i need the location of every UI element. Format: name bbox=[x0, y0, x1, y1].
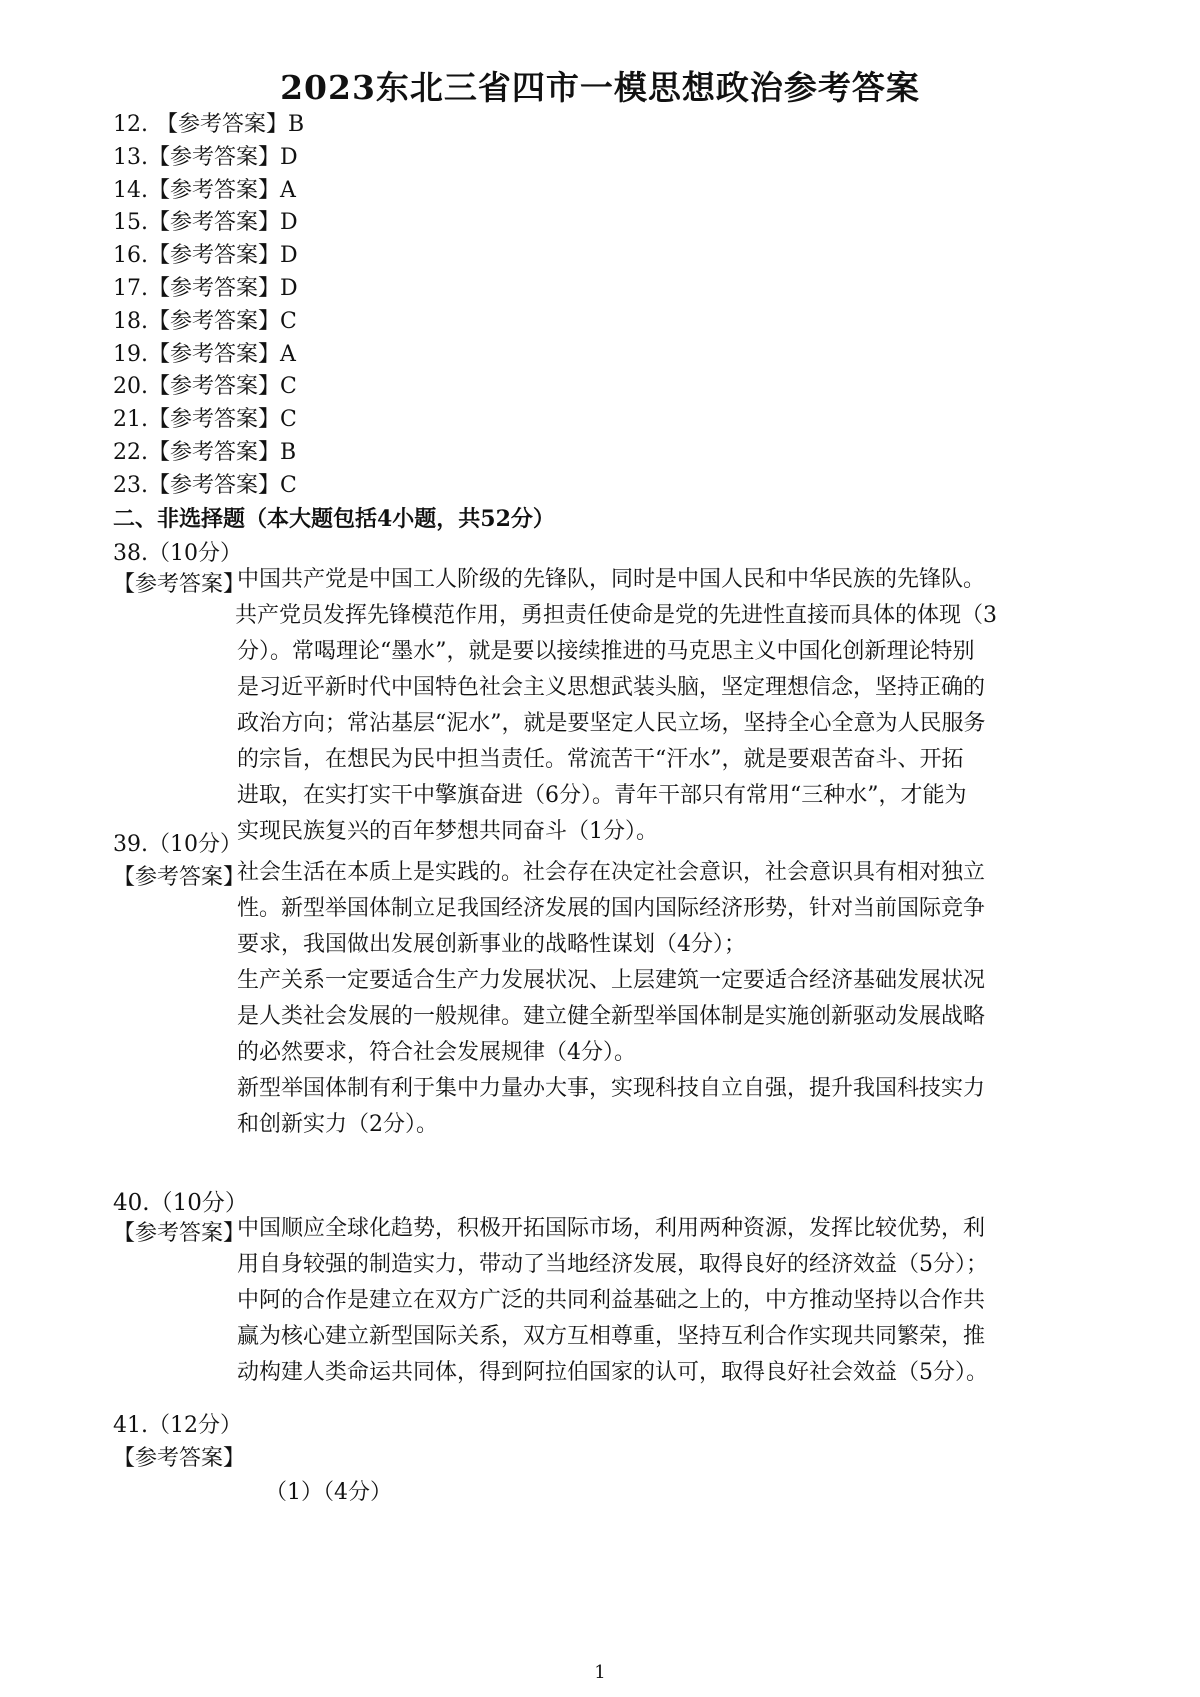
question-39-answer-text bbox=[237, 855, 985, 1143]
answer-line: 性。新型举国体制立足我国经济发展的国内国际经济形势，针对当前国际竞争 bbox=[237, 896, 986, 921]
mc-question-number: 19. bbox=[113, 341, 148, 367]
question-38-heading: 38.（10分） bbox=[113, 541, 242, 566]
answer-line: 和创新实力（2分）。 bbox=[237, 1112, 438, 1137]
mc-question-number: 12. bbox=[113, 112, 148, 137]
mc-answer-letter: D bbox=[280, 276, 298, 301]
page-title: 2023东北三省四市一模思想政治参考答案 bbox=[280, 68, 920, 107]
mc-question-number: 13. bbox=[113, 144, 148, 170]
question-39-answer-label: 【参考答案】 bbox=[113, 865, 246, 890]
answer-line: 政治方向；常沾基层“泥水”，就是要坚定人民立场，坚持全心全意为人民服务 bbox=[237, 711, 986, 736]
mc-answer-label: 【参考答案】 bbox=[148, 243, 281, 269]
question-38-answer-text bbox=[237, 562, 997, 850]
mc-answer-label: 【参考答案】 bbox=[148, 472, 281, 498]
section-heading: 二、非选择题（本大题包括4小题，共52分） bbox=[113, 506, 555, 532]
mc-answer-letter: B bbox=[288, 112, 305, 137]
mc-answer-letter: D bbox=[280, 210, 298, 236]
mc-question-number: 15. bbox=[113, 210, 148, 236]
mc-answer-row bbox=[113, 110, 304, 140]
mc-answer-label: 【参考答案】 bbox=[148, 276, 281, 301]
answer-line: 进取，在实打实干中擎旗奋进（6分）。青年干部只有常用“三种水”，才能为 bbox=[237, 783, 967, 808]
answer-line: 中国共产党是中国工人阶级的先锋队，同时是中国人民和中华民族的先锋队。 bbox=[237, 567, 986, 592]
mc-answer-row bbox=[113, 438, 296, 468]
mc-answer-label: 【参考答案】 bbox=[148, 308, 281, 334]
mc-answer-row bbox=[113, 143, 298, 173]
mc-question-number: 17. bbox=[113, 276, 148, 301]
mc-question-number: 20. bbox=[113, 374, 148, 400]
mc-question-number: 23. bbox=[113, 472, 148, 498]
mc-answer-label: 【参考答案】 bbox=[148, 407, 281, 433]
answer-line: 是习近平新时代中国特色社会主义思想武装头脑，坚定理想信念，坚持正确的 bbox=[237, 675, 986, 700]
mc-answer-row bbox=[113, 405, 297, 435]
answer-line: 实现民族复兴的百年梦想共同奋斗（1分）。 bbox=[237, 819, 658, 844]
mc-answer-label: 【参考答案】 bbox=[148, 177, 281, 203]
mc-answer-row bbox=[113, 176, 296, 206]
mc-answer-row bbox=[113, 372, 297, 402]
mc-answer-row bbox=[113, 471, 297, 501]
mc-question-number: 22. bbox=[113, 440, 148, 465]
mc-answer-row bbox=[113, 241, 298, 271]
question-41-subpart-1: （1）（4分） bbox=[265, 1480, 392, 1505]
mc-answer-label: 【参考答案】 bbox=[148, 374, 281, 400]
mc-answer-row bbox=[113, 274, 298, 304]
mc-answer-letter: B bbox=[280, 440, 297, 465]
answer-line: 的必然要求，符合社会发展规律（4分）。 bbox=[237, 1040, 636, 1065]
mc-answer-label: 【参考答案】 bbox=[148, 440, 281, 465]
mc-answer-row bbox=[113, 340, 296, 370]
answer-line: 中阿的合作是建立在双方广泛的共同利益基础之上的，中方推动坚持以合作共 bbox=[237, 1288, 986, 1313]
answer-line: 赢为核心建立新型国际关系，双方互相尊重，坚持互利合作实现共同繁荣，推 bbox=[237, 1324, 986, 1349]
answer-line: 中国顺应全球化趋势，积极开拓国际市场，利用两种资源，发挥比较优势，利 bbox=[237, 1216, 986, 1241]
mc-answer-label: 【参考答案】 bbox=[148, 341, 281, 367]
mc-answer-letter: D bbox=[280, 144, 298, 170]
mc-answer-letter: C bbox=[280, 472, 297, 498]
answer-line: 共产党员发挥先锋模范作用，勇担责任使命是党的先进性直接而具体的体现（3 bbox=[235, 603, 997, 628]
question-39-heading: 39.（10分） bbox=[113, 832, 242, 857]
question-40-heading: 40.（10分） bbox=[113, 1190, 248, 1216]
question-38-answer-label: 【参考答案】 bbox=[113, 572, 246, 597]
answer-line: 新型举国体制有利于集中力量办大事，实现科技自立自强，提升我国科技实力 bbox=[237, 1076, 986, 1101]
mc-question-number: 14. bbox=[113, 177, 148, 203]
mc-answer-label: 【参考答案】 bbox=[156, 112, 289, 137]
answer-line: 的宗旨，在想民为民中担当责任。常流苦干“汗水”，就是要艰苦奋斗、开拓 bbox=[237, 747, 964, 772]
answer-line: 用自身较强的制造实力，带动了当地经济发展，取得良好的经济效益（5分）； bbox=[237, 1252, 988, 1277]
question-41-answer-label: 【参考答案】 bbox=[113, 1446, 246, 1471]
question-40-answer-label: 【参考答案】 bbox=[113, 1221, 246, 1246]
question-40-answer-text bbox=[237, 1211, 988, 1391]
mc-answer-row bbox=[113, 208, 298, 238]
mc-question-number: 21. bbox=[113, 407, 148, 433]
answer-line: 生产关系一定要适合生产力发展状况、上层建筑一定要适合经济基础发展状况 bbox=[237, 968, 986, 993]
mc-answer-letter: C bbox=[280, 308, 297, 334]
answer-line: 社会生活在本质上是实践的。社会存在决定社会意识，社会意识具有相对独立 bbox=[237, 860, 986, 885]
answer-line: 要求，我国做出发展创新事业的战略性谋划（4分）； bbox=[237, 932, 746, 957]
mc-answer-letter: A bbox=[280, 177, 296, 203]
question-41-heading: 41.（12分） bbox=[113, 1413, 242, 1438]
mc-answer-letter: C bbox=[280, 374, 297, 400]
mc-answer-label: 【参考答案】 bbox=[148, 210, 281, 236]
mc-answer-row bbox=[113, 307, 297, 337]
mc-answer-letter: D bbox=[280, 243, 298, 269]
mc-answer-label: 【参考答案】 bbox=[148, 144, 281, 170]
answer-line: 分）。常喝理论“墨水”，就是要以接续推进的马克思主义中国化创新理论特别 bbox=[237, 639, 975, 664]
mc-question-number: 18. bbox=[113, 308, 148, 334]
mc-question-number: 16. bbox=[113, 243, 148, 269]
answer-line: 动构建人类命运共同体，得到阿拉伯国家的认可，取得良好社会效益（5分）。 bbox=[237, 1360, 988, 1385]
answer-line: 是人类社会发展的一般规律。建立健全新型举国体制是实施创新驱动发展战略 bbox=[237, 1004, 986, 1029]
page-number: 1 bbox=[594, 1662, 606, 1683]
mc-answer-letter: C bbox=[280, 407, 297, 433]
mc-answer-letter: A bbox=[280, 341, 296, 367]
